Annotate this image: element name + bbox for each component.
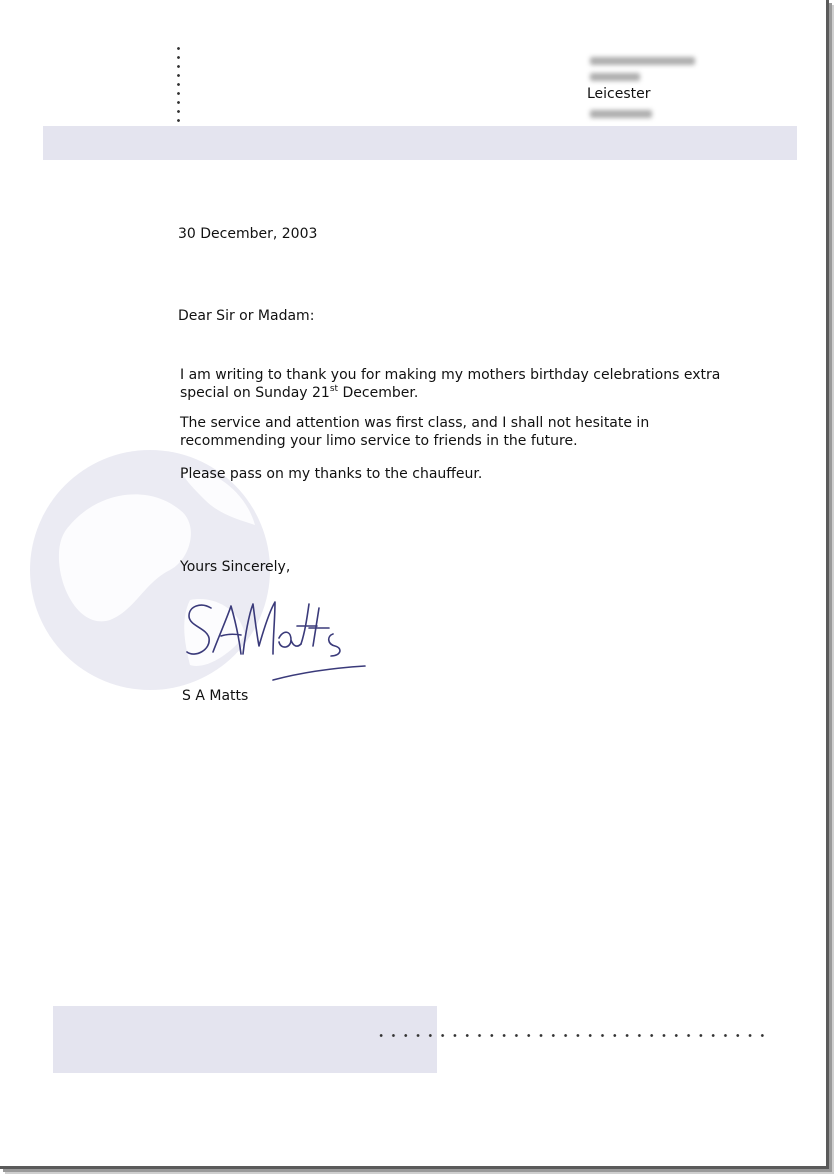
paragraph-2-line-1: The service and attention was first class, and I shall not hesitate in	[180, 415, 650, 431]
paragraph-2-line-2: recommending your limo service to friends in the future.	[180, 433, 578, 449]
dotted-vertical-rule	[177, 44, 180, 122]
ordinal-suffix: st	[329, 384, 339, 394]
redacted-postcode	[590, 110, 652, 118]
signatory-name: S A Matts	[182, 688, 249, 704]
paragraph-1-line-1: I am writing to thank you for making my mothers birthday celebrations extra	[180, 367, 721, 383]
paragraph-3: Please pass on my thanks to the chauffeur.	[180, 466, 483, 482]
paragraph-1-text-end: December.	[338, 385, 419, 401]
redacted-address-line	[590, 73, 640, 81]
footer-band	[53, 1006, 437, 1073]
paragraph-1-text: special on Sunday 21	[180, 385, 330, 401]
salutation: Dear Sir or Madam:	[178, 308, 315, 324]
redacted-address-line	[590, 57, 695, 65]
letter-date: 30 December, 2003	[178, 226, 318, 242]
closing: Yours Sincerely,	[180, 559, 291, 575]
header-band	[43, 126, 797, 160]
address-city: Leicester	[587, 86, 651, 102]
dotted-horizontal-rule	[375, 1034, 770, 1037]
handwritten-signature	[183, 596, 373, 686]
paragraph-1-line-2	[180, 384, 418, 402]
